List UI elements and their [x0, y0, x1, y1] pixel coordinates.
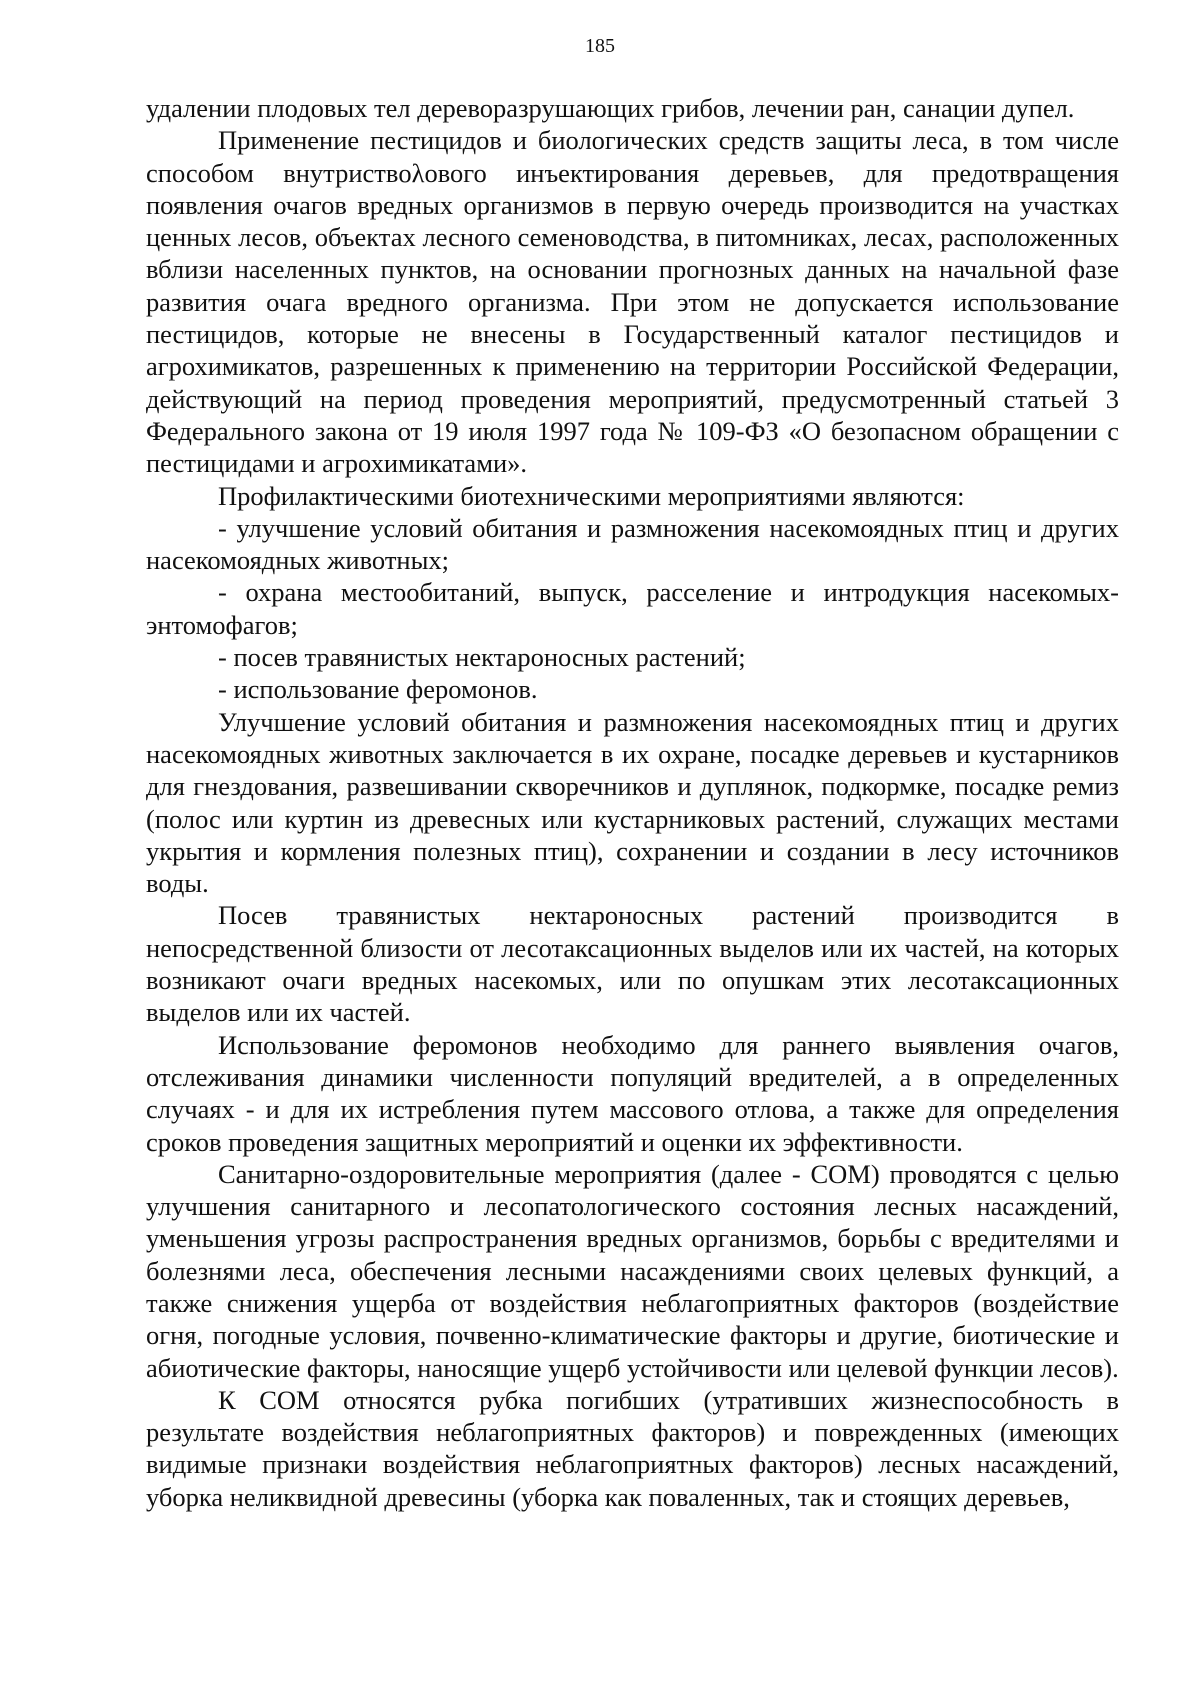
paragraph-biotech-intro: Профилактическими биотехническими мероприятиями являются:: [218, 480, 965, 511]
list-item-birds: - улучшение условий обитания и размножения насекомоядных птиц и других насекомоядных животных;: [146, 512, 1119, 576]
paragraph-som-includes: К СОМ относятся рубка погибших (утративших жизнеспособность в результате воздействия неблагоприятных факторов) и поврежденных (имеющих видимые признаки воздействия неблагоприятных факторов) лесных насаждений, уборка неликвидной древесины (уборка как поваленных, так и стоящих деревьев,: [146, 1384, 1119, 1512]
list-item-entomophages: - охрана местообитаний, выпуск, расселение и интродукция насекомых-энтомофагов;: [146, 577, 1119, 640]
page-body: [146, 92, 1119, 1513]
list-item-nectar-plants: - посев травянистых нектароносных растений;: [218, 642, 746, 673]
paragraph-nectar-sowing: Посев травянистых нектароносных растений производится в непосредственной близости от лесотаксационных выделов или их частей, на которых возникают очаги вредных насекомых, или по опушкам этих лесотаксационных выделов или их частей.: [146, 900, 1119, 1028]
list-item-pheromones: - использование феромонов.: [218, 674, 538, 705]
paragraph-som-definition: Санитарно-оздоровительные мероприятия (далее - СОМ) проводятся с целью улучшения санитарного и лесопатологического состояния лесных насаждений, уменьшения угрозы распространения вредных организмов, борьбы с вредителями и болезнями леса, обеспечения лесными насаждениями своих целевых функций, а также снижения ущерба от воздействия неблагоприятных факторов (воздействие огня, погодные условия, почвенно-климатические факторы и другие, биотические и абиотические факторы, наносящие ущерб устойчивости или целевой функции лесов).: [146, 1158, 1119, 1383]
paragraph-continuation: удалении плодовых тел дереворазрушающих грибов, лечении ран, санации дупел.: [146, 93, 1075, 123]
paragraph-bird-habitat: Улучшение условий обитания и размножения насекомоядных птиц и других насекомоядных животных заключается в их охране, посадке деревьев и кустарников для гнездования, развешивании скворечников и дуплянок, подкормке, посадке ремиз (полос или куртин из древесных или кустарниковых растений, служащих местами укрытия и кормления полезных птиц), сохранении и создании в лесу источников воды.: [146, 706, 1119, 899]
paragraph-pheromone-use: Использование феромонов необходимо для раннего выявления очагов, отслеживания динамики численности популяций вредителей, а в определенных случаях - и для их истребления путем массового отлова, а также для определения сроков проведения защитных мероприятий и оценки их эффективности.: [146, 1029, 1119, 1157]
page-number: 185: [585, 35, 615, 57]
paragraph-pesticides: Применение пестицидов и биологических средств защиты леса, в том числе способом внутриствολового инъектирования деревьев, для предотвращения появления очагов вредных организмов в первую очередь производится на участках ценных лесов, объектах лесного семеноводства, в питомниках, лесах, расположенных вблизи населенных пунктов, на основании прогнозных данных на начальной фазе развития очага вредного организма. При этом не допускается использование пестицидов, которые не внесены в Государственный каталог пестицидов и агрохимикатов, разрешенных к применению на территории Российской Федерации, действующий на период проведения мероприятий, предусмотренный статьей 3 Федерального закона от 19 июля 1997 года № 109-ФЗ «О безопасном обращении с пестицидами и агрохимикатами».: [146, 125, 1119, 479]
